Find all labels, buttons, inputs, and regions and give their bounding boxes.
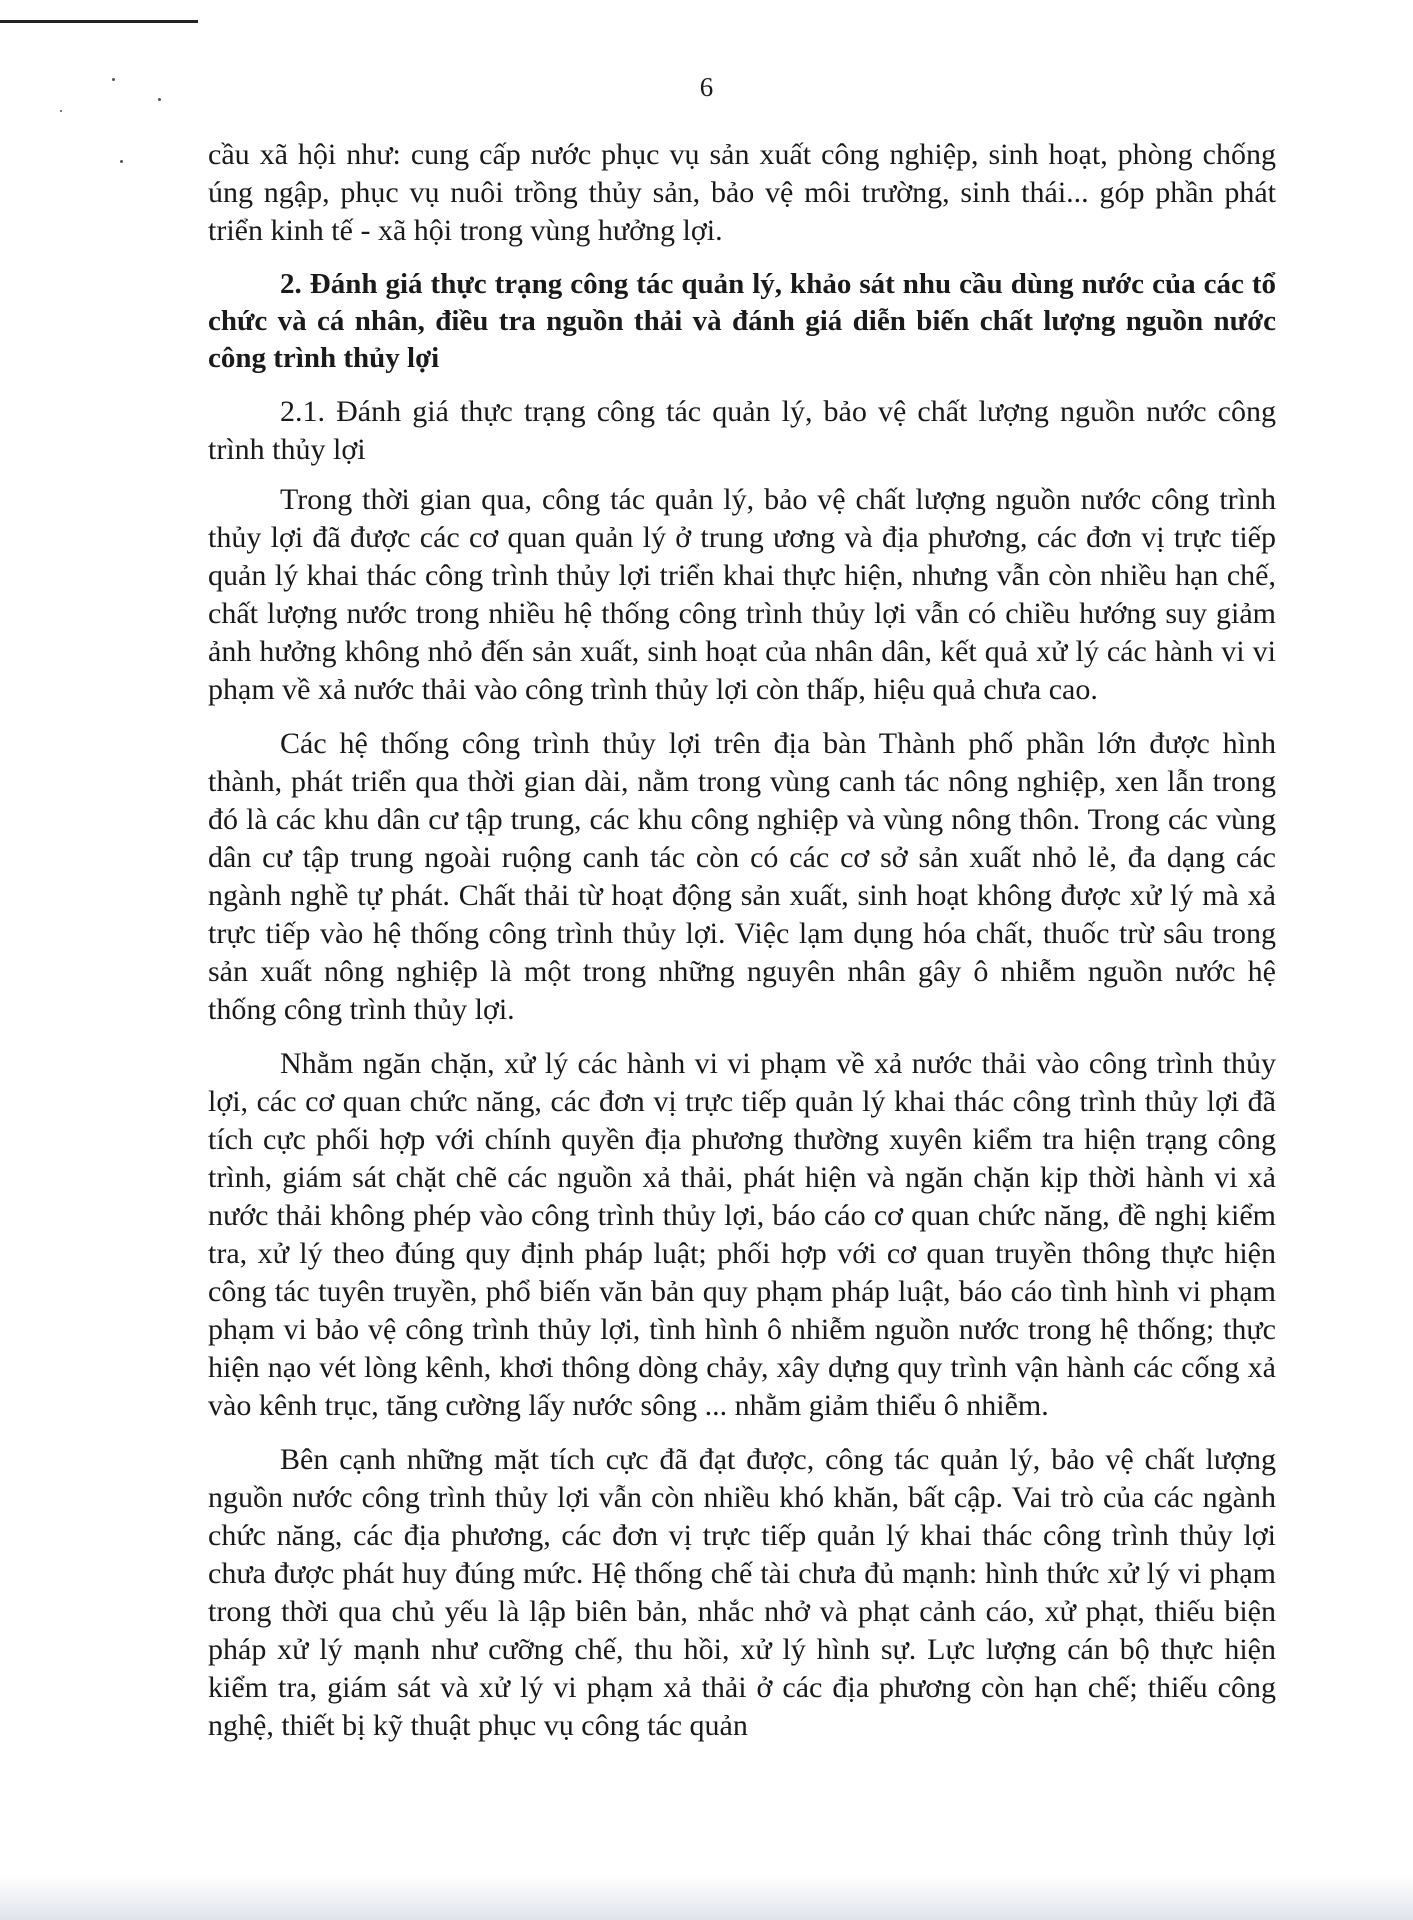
paragraph-continuation: cầu xã hội như: cung cấp nước phục vụ sản xuất công nghiệp, sinh hoạt, phòng chống úng ngập, phục vụ nuôi trồng thủy sản, bảo vệ môi trường, sinh thái... góp phần phát triển kinh tế - xã hội trong vùng hưởng lợi.: [208, 138, 1276, 247]
subsection-heading: 2.1. Đánh giá thực trạng công tác quản lý, bảo vệ chất lượng nguồn nước công trình thủy lợi: [208, 395, 1276, 466]
scan-speck: [60, 110, 62, 112]
scan-speck: [120, 160, 123, 163]
body-paragraph: Trong thời gian qua, công tác quản lý, bảo vệ chất lượng nguồn nước công trình thủy lợi đã được các cơ quan quản lý ở trung ương và địa phương, các đơn vị trực tiếp quản lý khai thác công trình thủy lợi triển khai thực hiện, nhưng vẫn còn nhiều hạn chế, chất lượng nước trong nhiều hệ thống công trình thủy lợi vẫn có chiều hướng suy giảm ảnh hưởng không nhỏ đến sản xuất, sinh hoạt của nhân dân, kết quả xử lý các hành vi vi phạm về xả nước thải vào công trình thủy lợi còn thấp, hiệu quả chưa cao.: [208, 483, 1276, 706]
body-paragraph: Nhằm ngăn chặn, xử lý các hành vi vi phạm về xả nước thải vào công trình thủy lợi, các cơ quan chức năng, các đơn vị trực tiếp quản lý khai thác công trình thủy lợi đã tích cực phối hợp với chính quyền địa phương thường xuyên kiểm tra hiện trạng công trình, giám sát chặt chẽ các nguồn xả thải, phát hiện và ngăn chặn kịp thời hành vi xả nước thải không phép vào công trình thủy lợi, báo cáo cơ quan chức năng, đề nghị kiểm tra, xử lý theo đúng quy định pháp luật; phối hợp với cơ quan truyền thông thực hiện công tác tuyên truyền, phổ biến văn bản quy phạm pháp luật, báo cáo tình hình vi phạm phạm vi bảo vệ công trình thủy lợi, tình hình ô nhiễm nguồn nước trong hệ thống; thực hiện nạo vét lòng kênh, khơi thông dòng chảy, xây dựng quy trình vận hành các cống xả vào kênh trục, tăng cường lấy nước sông ... nhằm giảm thiểu ô nhiễm.: [208, 1047, 1276, 1422]
body-paragraph: Các hệ thống công trình thủy lợi trên địa bàn Thành phố phần lớn được hình thành, phát triển qua thời gian dài, nằm trong vùng canh tác nông nghiệp, xen lẫn trong đó là các khu dân cư tập trung, các khu công nghiệp và vùng nông thôn. Trong các vùng dân cư tập trung ngoài ruộng canh tác còn có các cơ sở sản xuất nhỏ lẻ, đa dạng các ngành nghề tự phát. Chất thải từ hoạt động sản xuất, sinh hoạt không được xử lý mà xả trực tiếp vào hệ thống công trình thủy lợi. Việc lạm dụng hóa chất, thuốc trừ sâu trong sản xuất nông nghiệp là một trong những nguyên nhân gây ô nhiễm nguồn nước hệ thống công trình thủy lợi.: [208, 727, 1276, 1026]
scan-bottom-shadow: [0, 1876, 1413, 1920]
scan-edge-line: [0, 20, 198, 23]
document-body: [208, 136, 1276, 1761]
body-paragraph: Bên cạnh những mặt tích cực đã đạt được, công tác quản lý, bảo vệ chất lượng nguồn nước công trình thủy lợi vẫn còn nhiều khó khăn, bất cập. Vai trò của các ngành chức năng, các địa phương, các đơn vị trực tiếp quản lý khai thác công trình thủy lợi chưa được phát huy đúng mức. Hệ thống chế tài chưa đủ mạnh: hình thức xử lý vi phạm trong thời qua chủ yếu là lập biên bản, nhắc nhở và phạt cảnh cáo, xử phạt, thiếu biện pháp xử lý mạnh như cưỡng chế, thu hồi, xử lý hình sự. Lực lượng cán bộ thực hiện kiểm tra, giám sát và xử lý vi phạm xả thải ở các địa phương còn hạn chế; thiếu công nghệ, thiết bị kỹ thuật phục vụ công tác quản: [208, 1443, 1276, 1742]
page-number: 6: [699, 72, 714, 102]
section-heading: 2. Đánh giá thực trạng công tác quản lý, khảo sát nhu cầu dùng nước của các tổ chức và cá nhân, điều tra nguồn thải và đánh giá diễn biến chất lượng nguồn nước công trình thủy lợi: [208, 268, 1276, 374]
